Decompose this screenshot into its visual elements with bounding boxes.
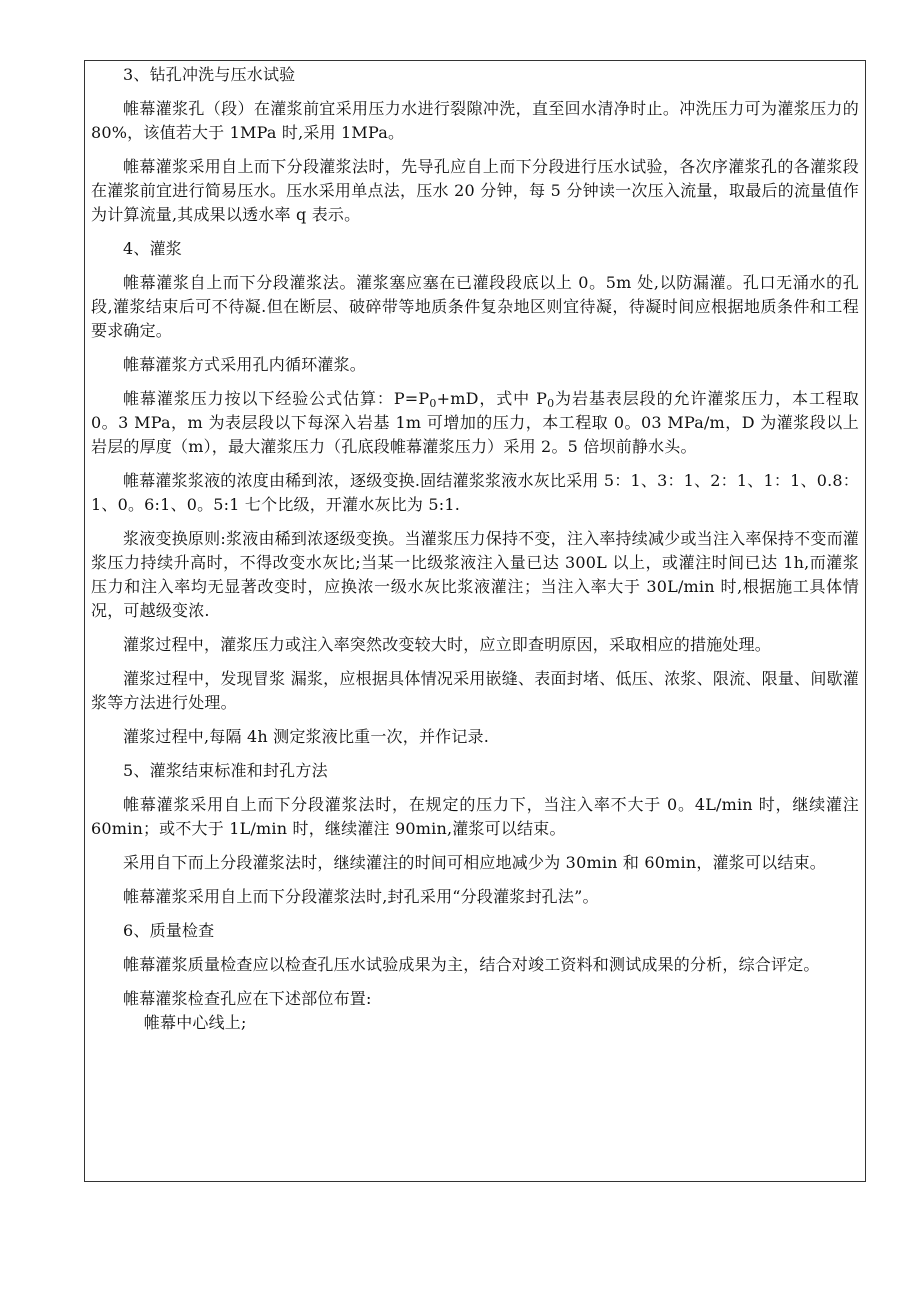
paragraph-top-down-grouting: 帷幕灌浆自上而下分段灌浆法。灌浆塞应塞在已灌段段底以上 0。5m 处,以防漏灌。孔口无涌水的孔段,灌浆结束后可不待凝.但在断层、破碎带等地质条件复杂地区则宜待凝，待凝时间应根据地质条件和工程要求确定。 <box>91 273 859 340</box>
paragraph-hole-sealing: 帷幕灌浆采用自上而下分段灌浆法时,封孔采用“分段灌浆封孔法”。 <box>123 887 599 906</box>
formula-tail: 为岩基表层段的允许灌浆压力，本工程取 0。3 MPa，m 为表层段以下每深入岩基 1m 可增加的压力，本工程取 0。03 MPa/m，D 为灌浆段以上岩层的厚度（m），最大灌浆压力（孔底段帷幕灌浆压力）采用 2。5 倍坝前静水头。 <box>91 389 859 456</box>
paragraph-abnormal-pressure: 灌浆过程中，灌浆压力或注入率突然改变较大时，应立即查明原因，采取相应的措施处理。 <box>123 635 772 654</box>
section-heading-grouting: 4、灌浆 <box>123 239 182 258</box>
paragraph-water-pressure-test: 帷幕灌浆采用自上而下分段灌浆法时，先导孔应自上而下分段进行压水试验，各次序灌浆孔的各灌浆段在灌浆前宜进行简易压水。压水采用单点法，压水 20 分钟，每 5 分钟读一次压入流量，取最后的流量值作为计算流量,其成果以透水率 q 表示。 <box>91 157 859 224</box>
paragraph-quality-evaluation: 帷幕灌浆质量检查应以检查孔压水试验成果为主，结合对竣工资料和测试成果的分析，综合评定。 <box>123 955 820 974</box>
document-frame <box>84 60 866 1182</box>
paragraph-check-hole-layout: 帷幕灌浆检查孔应在下述部位布置: <box>123 989 372 1008</box>
paragraph-grouting-pressure <box>91 387 859 459</box>
paragraph-bottom-up-end: 采用自下而上分段灌浆法时，继续灌注的时间可相应地减少为 30min 和 60min，灌浆可以结束。 <box>123 853 826 872</box>
paragraph-grouting-method: 帷幕灌浆方式采用孔内循环灌浆。 <box>123 355 367 374</box>
section-heading-end-criteria: 5、灌浆结束标准和封孔方法 <box>123 761 328 780</box>
formula-subscript: 0 <box>429 397 437 410</box>
paragraph-flushing: 帷幕灌浆孔（段）在灌浆前宜采用压力水进行裂隙冲洗，直至回水清净时止。冲洗压力可为灌浆压力的 80%，该值若大于 1MPa 时,采用 1MPa。 <box>91 99 859 142</box>
section-heading-quality-check: 6、质量检查 <box>123 921 215 940</box>
paragraph-slurry-ratio: 帷幕灌浆浆液的浓度由稀到浓，逐级变换.固结灌浆浆液水灰比采用 5：1、3：1、2：1、1：1、0.8：1、0。6:1、0。5:1 七个比级，开灌水灰比为 5:1. <box>91 471 859 514</box>
paragraph-slurry-change-rule: 浆液变换原则:浆液由稀到浓逐级变换。当灌浆压力保持不变，注入率持续减少或当注入率保持不变而灌浆压力持续升高时，不得改变水灰比;当某一比级浆液注入量已达 300L 以上，或灌注时间已达 1h,而灌浆压力和注入率均无显著改变时，应换浓一级水灰比浆液灌注；当注入率大于 30L/min 时,根据施工具体情况，可越级变浓. <box>91 529 859 620</box>
paragraph-density-measurement: 灌浆过程中,每隔 4h 测定浆液比重一次，并作记录. <box>123 727 490 746</box>
list-item-curtain-centerline: 帷幕中心线上; <box>143 1013 247 1032</box>
formula-mid: +mD，式中 P <box>436 389 548 408</box>
paragraph-end-criteria: 帷幕灌浆采用自上而下分段灌浆法时，在规定的压力下，当注入率不大于 0。4L/min 时，继续灌注 60min；或不大于 1L/min 时，继续灌注 90min,灌浆可以结束。 <box>91 795 859 838</box>
document-body <box>91 63 859 1035</box>
section-heading-drilling-flushing: 3、钻孔冲洗与压水试验 <box>123 65 296 84</box>
paragraph-leakage-handling: 灌浆过程中，发现冒浆 漏浆，应根据具体情况采用嵌缝、表面封堵、低压、浓浆、限流、限量、间歇灌浆等方法进行处理。 <box>91 669 859 712</box>
formula-lead: 帷幕灌浆压力按以下经验公式估算：P=P <box>123 389 430 408</box>
formula-subscript: 0 <box>547 397 555 410</box>
